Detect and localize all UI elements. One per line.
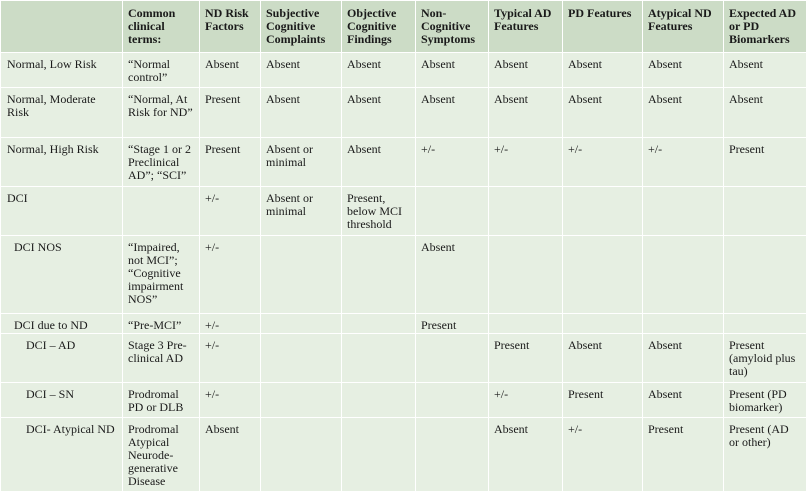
- table-cell: Absent: [342, 138, 416, 187]
- table-cell: Absent: [200, 418, 261, 492]
- table-cell: Absent: [563, 88, 643, 138]
- table-cell: [489, 236, 563, 314]
- column-header-nd-risk-factors: ND Risk Factors: [200, 1, 261, 53]
- table-cell: [261, 236, 342, 314]
- table-cell: [123, 187, 200, 236]
- table-cell: Present: [563, 383, 643, 418]
- table-cell: Absent: [563, 53, 643, 88]
- table-cell: +/-: [200, 334, 261, 383]
- table-cell: [342, 236, 416, 314]
- column-header-objective-findings: Objective Cognitive Findings: [342, 1, 416, 53]
- table-row: [1, 53, 807, 88]
- table-cell: [563, 314, 643, 334]
- table-row: [1, 334, 807, 383]
- table-cell: Present (amyloid plus tau): [724, 334, 807, 383]
- table-cell: Absent: [416, 53, 489, 88]
- table-cell: [643, 187, 724, 236]
- table-cell: [724, 314, 807, 334]
- column-header-non-cognitive-symptoms: Non-Cognitive Symptoms: [416, 1, 489, 53]
- table-cell: Present: [724, 138, 807, 187]
- table-cell: [489, 187, 563, 236]
- table-cell: +/-: [200, 236, 261, 314]
- row-label: Normal, Low Risk: [1, 53, 123, 88]
- table-row: [1, 314, 807, 334]
- table-cell: Present: [416, 314, 489, 334]
- table-cell: Absent: [200, 53, 261, 88]
- table-cell: Absent: [643, 53, 724, 88]
- table-cell: +/-: [200, 314, 261, 334]
- table-cell: [416, 334, 489, 383]
- table-cell: Absent: [643, 334, 724, 383]
- row-label: DCI due to ND: [1, 314, 123, 334]
- table-cell: Absent: [489, 88, 563, 138]
- table-cell: [342, 418, 416, 492]
- table-cell: +/-: [489, 138, 563, 187]
- table-cell: [643, 314, 724, 334]
- table-cell: [724, 187, 807, 236]
- table-cell: Present, below MCI threshold: [342, 187, 416, 236]
- table-cell: +/-: [489, 383, 563, 418]
- row-label: DCI – SN: [1, 383, 123, 418]
- table-cell: Absent: [643, 383, 724, 418]
- table-cell: +/-: [563, 138, 643, 187]
- table-cell: Present (PD biomarker): [724, 383, 807, 418]
- column-header-condition: [1, 1, 123, 53]
- table-cell: Prodromal PD or DLB: [123, 383, 200, 418]
- table-cell: Absent: [416, 236, 489, 314]
- table-cell: Present: [200, 138, 261, 187]
- table-row: [1, 187, 807, 236]
- column-header-biomarkers: Expected AD or PD Biomarkers: [724, 1, 807, 53]
- column-header-atypical-nd-features: Atypical ND Features: [643, 1, 724, 53]
- row-label: DCI – AD: [1, 334, 123, 383]
- table-header: [1, 1, 807, 53]
- table-cell: [724, 236, 807, 314]
- table-row: [1, 236, 807, 314]
- table-cell: Absent or minimal: [261, 138, 342, 187]
- table-cell: “Impaired, not MCI”; “Cognitive impairment NOS”: [123, 236, 200, 314]
- table-cell: [416, 187, 489, 236]
- row-label: DCI: [1, 187, 123, 236]
- table-cell: +/-: [643, 138, 724, 187]
- table-cell: [261, 418, 342, 492]
- table-cell: [416, 383, 489, 418]
- table-cell: Absent: [342, 88, 416, 138]
- column-header-subjective-complaints: Subjective Cognitive Complaints: [261, 1, 342, 53]
- table-cell: [342, 314, 416, 334]
- table-cell: [342, 334, 416, 383]
- table-cell: Stage 3 Pre-clinical AD: [123, 334, 200, 383]
- table-cell: +/-: [200, 187, 261, 236]
- table-cell: [261, 383, 342, 418]
- table-cell: Absent or minimal: [261, 187, 342, 236]
- table-cell: Absent: [489, 418, 563, 492]
- table-cell: [342, 383, 416, 418]
- table-cell: Present: [200, 88, 261, 138]
- table-cell: Present (AD or other): [724, 418, 807, 492]
- table-cell: [643, 236, 724, 314]
- table-cell: Absent: [643, 88, 724, 138]
- table-cell: [261, 334, 342, 383]
- table-cell: Absent: [261, 88, 342, 138]
- table-cell: Absent: [724, 88, 807, 138]
- table-row: [1, 88, 807, 138]
- table-cell: [416, 418, 489, 492]
- table-cell: +/-: [416, 138, 489, 187]
- table-row: [1, 383, 807, 418]
- table-cell: Absent: [261, 53, 342, 88]
- column-header-clinical-terms: Common clinical terms:: [123, 1, 200, 53]
- table-cell: Absent: [342, 53, 416, 88]
- column-header-typical-ad-features: Typical AD Features: [489, 1, 563, 53]
- row-label: DCI- Atypical ND: [1, 418, 123, 492]
- table-cell: “Normal control”: [123, 53, 200, 88]
- row-label: Normal, Moderate Risk: [1, 88, 123, 138]
- table-cell: +/-: [200, 383, 261, 418]
- header-row: [1, 1, 807, 53]
- table-cell: Present: [489, 334, 563, 383]
- table-cell: [489, 314, 563, 334]
- table-cell: “Stage 1 or 2 Preclinical AD”; “SCI”: [123, 138, 200, 187]
- column-header-pd-features: PD Features: [563, 1, 643, 53]
- table-row: [1, 138, 807, 187]
- table-cell: Absent: [563, 334, 643, 383]
- table-cell: “Normal, At Risk for ND”: [123, 88, 200, 138]
- table-cell: Absent: [489, 53, 563, 88]
- table-cell: Prodromal Atypical Neurode-generative Disease: [123, 418, 200, 492]
- table-cell: +/-: [563, 418, 643, 492]
- table-cell: Absent: [416, 88, 489, 138]
- table-cell: [261, 314, 342, 334]
- table-cell: Present: [643, 418, 724, 492]
- row-label: DCI NOS: [1, 236, 123, 314]
- row-label: Normal, High Risk: [1, 138, 123, 187]
- table-cell: Absent: [724, 53, 807, 88]
- table-cell: “Pre-MCI”: [123, 314, 200, 334]
- table-cell: [563, 236, 643, 314]
- table-row: [1, 418, 807, 492]
- table-cell: [563, 187, 643, 236]
